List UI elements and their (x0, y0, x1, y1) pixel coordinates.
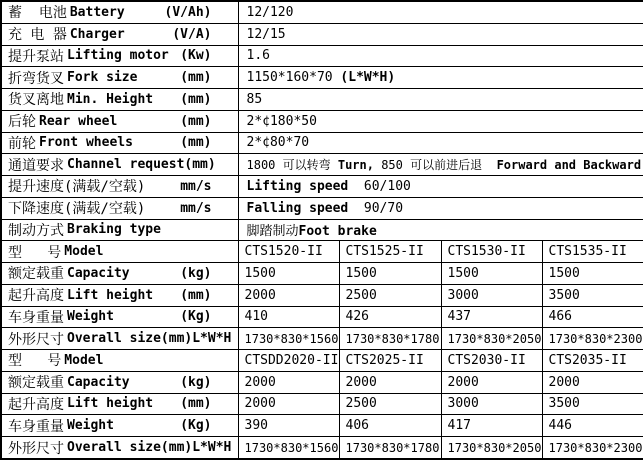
row-label (2, 372, 238, 392)
value-text: 2*¢180*50 (246, 113, 317, 129)
value-text: 12/15 (246, 26, 286, 42)
label-en: Rear wheel (39, 113, 118, 129)
value-cell (238, 132, 643, 154)
row-label (2, 220, 238, 240)
row-label (2, 329, 238, 349)
label-zh: 前轮 (8, 135, 36, 152)
label-unit: (mm)L*W*H (160, 331, 232, 347)
value-text: 1150*160*70 (246, 70, 341, 86)
overall-size-cell: 1730*830*1780 (339, 437, 441, 459)
label-zh: 蓄 电池 (8, 5, 67, 22)
row-label (2, 438, 238, 458)
label-zh: 折弯货叉 (8, 70, 64, 87)
label-en: Model (64, 244, 104, 260)
row-label (2, 416, 238, 436)
row-label (2, 155, 238, 175)
value-text: 12/120 (246, 4, 294, 20)
weight-row-group2 (1, 415, 643, 437)
weight-cell: 446 (542, 415, 643, 437)
label-en: Lifting motor (67, 48, 169, 64)
lift-height-cell: 3000 (441, 393, 542, 415)
row-label (2, 46, 238, 66)
overall-size-cell: 1730*830*1560 (238, 437, 339, 459)
label-zh: 通道要求 (8, 157, 64, 174)
label-cell (1, 415, 238, 437)
row-label (2, 285, 238, 305)
spec-row-charger (1, 23, 643, 45)
lift-height-cell: 2000 (238, 284, 339, 306)
row-label (2, 263, 238, 283)
label-zh: 下降速度(满载/空载) (8, 201, 146, 218)
label-zh: 额定载重 (8, 375, 64, 392)
label-unit: (mm)L*W*H (160, 440, 232, 455)
label-en: Weight (67, 309, 114, 325)
label-cell (1, 393, 238, 415)
weight-cell: 406 (339, 415, 441, 437)
label-en: Capacity (67, 265, 130, 281)
label-zh: 提升速度(满载/空载) (8, 179, 146, 196)
value-text: 85 (246, 91, 263, 107)
model-cell: CTS2035-II (542, 350, 643, 372)
label-en: Fork size (67, 70, 138, 86)
overall-size-row-group2 (1, 437, 643, 459)
row-label (2, 242, 238, 262)
label-unit: mm/s (180, 178, 212, 194)
value-bold: Foot brake (298, 224, 377, 240)
capacity-row-group1 (1, 263, 643, 285)
lift-height-cell: 2500 (339, 393, 441, 415)
label-en: Channel request (67, 157, 185, 173)
weight-cell: 410 (238, 306, 339, 328)
capacity-cell: 1500 (238, 263, 339, 285)
label-cell (1, 154, 238, 176)
weight-cell: 417 (441, 415, 542, 437)
label-unit: mm/s (180, 200, 212, 216)
lift-height-cell: 3500 (542, 393, 643, 415)
row-label (2, 68, 238, 88)
label-cell (1, 23, 238, 45)
label-zh: 型 号 (8, 244, 62, 261)
lift-height-row-group1 (1, 284, 643, 306)
label-zh: 外形尺寸 (8, 440, 64, 457)
value-bold: Falling speed (246, 200, 349, 216)
label-unit: (mm) (180, 396, 212, 412)
label-zh: 起升高度 (8, 288, 64, 305)
value-cell (238, 176, 643, 198)
capacity-row-group2 (1, 371, 643, 393)
model-cell: CTS1520-II (238, 241, 339, 263)
value-cell (238, 67, 643, 89)
model-row-group1 (1, 241, 643, 263)
spec-row-lifting-speed (1, 176, 643, 198)
label-cell (1, 241, 238, 263)
label-zh: 额定载重 (8, 266, 64, 283)
overall-size-cell: 1730*830*2300 (542, 328, 643, 350)
model-cell: CTS2025-II (339, 350, 441, 372)
label-en: Lift height (67, 287, 154, 303)
label-cell (1, 263, 238, 285)
label-cell (1, 284, 238, 306)
weight-cell: 466 (542, 306, 643, 328)
label-cell (1, 1, 238, 23)
label-zh: 车身重量 (8, 418, 64, 435)
label-unit: (mm) (180, 135, 212, 151)
label-en: Model (64, 352, 104, 368)
value-cell (238, 197, 643, 219)
row-label (2, 133, 238, 153)
label-cell (1, 89, 238, 111)
label-en: Charger (69, 26, 125, 42)
label-unit: (mm) (180, 113, 212, 129)
value-bold: Turn, (337, 158, 374, 173)
spec-row-falling-speed (1, 197, 643, 219)
value-cell (238, 23, 643, 45)
row-label (2, 198, 238, 218)
row-label (2, 89, 238, 109)
value-text: 90/70 (348, 200, 404, 216)
overall-size-cell: 1730*830*1560 (238, 328, 339, 350)
label-unit: (Kg) (180, 309, 212, 325)
model-cell: CTS2030-II (441, 350, 542, 372)
capacity-cell: 1500 (542, 263, 643, 285)
value-bold: Forward and Backward (496, 158, 642, 173)
weight-cell: 390 (238, 415, 339, 437)
row-label (2, 394, 238, 414)
row-label (2, 176, 238, 196)
spec-row-channel-request (1, 154, 643, 176)
lift-height-row-group2 (1, 393, 643, 415)
label-zh: 型 号 (8, 353, 62, 370)
capacity-cell: 2000 (339, 371, 441, 393)
value-text: 60/100 (348, 178, 411, 194)
spec-row-min-height (1, 89, 643, 111)
value-cell (238, 1, 643, 23)
value-text: 脚踏制动 (246, 224, 299, 240)
overall-size-cell: 1730*830*2050 (441, 437, 542, 459)
value-text: 2*¢80*70 (246, 135, 310, 151)
label-en: Overall size (67, 331, 161, 347)
label-zh: 货叉离地 (8, 92, 64, 109)
row-label (2, 111, 238, 131)
value-text: 850 可以前进后退 (373, 158, 497, 173)
lift-height-cell: 2000 (238, 393, 339, 415)
label-zh: 外形尺寸 (8, 331, 64, 348)
label-cell (1, 328, 238, 350)
value-cell (238, 219, 643, 241)
label-en: Braking type (67, 222, 161, 238)
label-cell (1, 371, 238, 393)
label-unit: (kg) (180, 265, 212, 281)
model-cell: CTS1530-II (441, 241, 542, 263)
lift-height-cell: 3000 (441, 284, 542, 306)
label-zh: 车身重量 (8, 309, 64, 326)
label-cell (1, 437, 238, 459)
label-en: Overall size (67, 440, 161, 455)
spec-row-braking-type (1, 219, 643, 241)
label-zh: 制动方式 (8, 222, 64, 239)
label-cell (1, 306, 238, 328)
label-en: Lift height (67, 396, 154, 412)
label-cell (1, 197, 238, 219)
label-en: Battery (69, 4, 125, 20)
row-label (2, 350, 238, 370)
spec-row-lifting-motor (1, 45, 643, 67)
spec-row-fork-size (1, 67, 643, 89)
row-label (2, 24, 238, 44)
value-text: 1800 可以转弯 (246, 158, 338, 173)
label-cell (1, 110, 238, 132)
label-en: Capacity (67, 374, 130, 390)
label-cell (1, 219, 238, 241)
label-unit: (Kw) (180, 48, 212, 64)
label-zh: 起升高度 (8, 396, 64, 413)
row-label (2, 2, 238, 22)
value-bold: (L*W*H) (340, 70, 396, 86)
label-unit: (V/Ah) (164, 4, 212, 20)
label-cell (1, 176, 238, 198)
spec-row-front-wheels (1, 132, 643, 154)
capacity-cell: 2000 (542, 371, 643, 393)
weight-cell: 437 (441, 306, 542, 328)
lift-height-cell: 2500 (339, 284, 441, 306)
spec-row-battery (1, 1, 643, 23)
label-unit: (V/A) (172, 26, 212, 42)
value-cell (238, 89, 643, 111)
weight-row-group1 (1, 306, 643, 328)
label-cell (1, 350, 238, 372)
value-text: 1.6 (246, 48, 270, 64)
lift-height-cell: 3500 (542, 284, 643, 306)
label-cell (1, 132, 238, 154)
model-row-group2 (1, 350, 643, 372)
spec-row-rear-wheel (1, 110, 643, 132)
label-unit: (mm) (184, 157, 216, 173)
capacity-cell: 2000 (238, 371, 339, 393)
label-cell (1, 67, 238, 89)
model-cell: CTS1525-II (339, 241, 441, 263)
label-en: Weight (67, 418, 114, 434)
capacity-cell: 1500 (441, 263, 542, 285)
value-cell (238, 110, 643, 132)
value-bold: Lifting speed (246, 178, 349, 194)
label-en: Front wheels (39, 135, 133, 151)
label-unit: (kg) (180, 374, 212, 390)
label-zh: 充 电 器 (8, 27, 67, 44)
model-cell: CTS1535-II (542, 241, 643, 263)
label-unit: (mm) (180, 70, 212, 86)
value-cell (238, 45, 643, 67)
label-unit: (Kg) (180, 418, 212, 434)
label-unit: (mm) (180, 287, 212, 303)
label-unit: (mm) (180, 91, 212, 107)
model-cell: CTSDD2020-II (238, 350, 339, 372)
weight-cell: 426 (339, 306, 441, 328)
label-cell (1, 45, 238, 67)
label-zh: 提升泵站 (8, 48, 64, 65)
capacity-cell: 1500 (339, 263, 441, 285)
row-label (2, 307, 238, 327)
overall-size-cell: 1730*830*1780 (339, 328, 441, 350)
value-cell (238, 154, 643, 176)
capacity-cell: 2000 (441, 371, 542, 393)
overall-size-cell: 1730*830*2050 (441, 328, 542, 350)
overall-size-cell: 1730*830*2300 (542, 437, 643, 459)
label-zh: 后轮 (8, 114, 36, 131)
label-en: Min. Height (67, 91, 154, 107)
overall-size-row-group1 (1, 328, 643, 350)
